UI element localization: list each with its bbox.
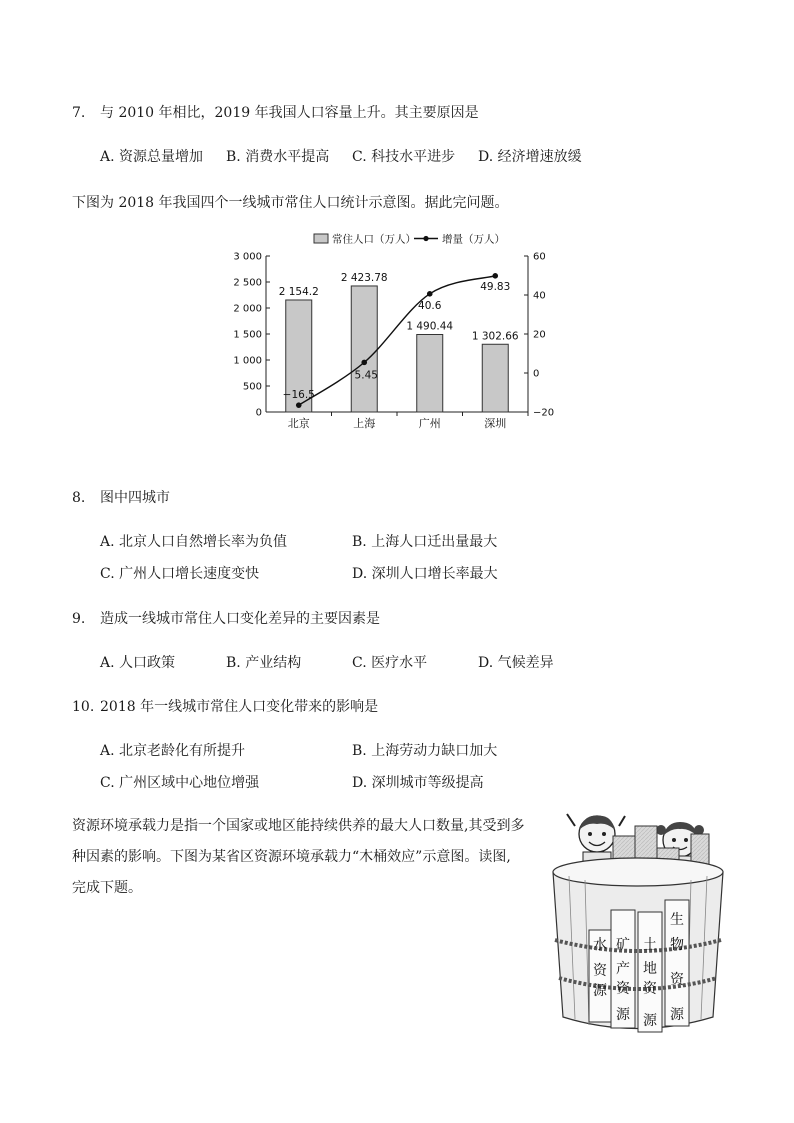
bucket-intro-line-1: 资源环境承载力是指一个国家或地区能持续供养的最大人口数量,其受到多 <box>72 818 525 834</box>
left-tick-label: 2 000 <box>233 303 262 315</box>
increment-point <box>296 402 302 408</box>
mineral-label-1: 矿 <box>616 937 630 953</box>
q9-option-b[interactable]: B. 产业结构 <box>226 655 302 671</box>
q7-option-c[interactable]: C. 科技水平进步 <box>352 149 456 165</box>
mineral-label-3: 资 <box>616 981 630 997</box>
right-tick-label: 60 <box>533 251 546 263</box>
q9-option-a[interactable]: A. 人口政策 <box>100 655 176 671</box>
right-tick-label: −20 <box>533 407 555 419</box>
q8-number: 8. <box>72 490 86 506</box>
water-label-3: 源 <box>593 983 607 999</box>
q10-stem <box>72 696 378 716</box>
increment-point <box>492 273 498 279</box>
left-tick-label: 0 <box>255 407 262 419</box>
right-tick-label: 0 <box>533 368 540 380</box>
q9-stem <box>72 608 380 628</box>
q10-option-d[interactable]: D. 深圳城市等级提高 <box>352 775 484 791</box>
q8-stem <box>72 487 170 507</box>
q10-option-c[interactable]: C. 广州区域中心地位增强 <box>100 775 260 791</box>
q7-option-b[interactable]: B. 消费水平提高 <box>226 149 330 165</box>
q10-stem-text: 2018 年一线城市常住人口变化带来的影响是 <box>100 699 379 715</box>
wooden-bucket-illustration <box>545 812 730 1042</box>
bucket-intro-line-2: 种因素的影响。下图为某省区资源环境承载力“木桶效应”示意图。读图, <box>72 849 511 865</box>
q8-stem-text: 图中四城市 <box>100 490 170 506</box>
right-tick-label: 20 <box>533 329 546 341</box>
category-label: 上海 <box>353 417 376 430</box>
land-label-3: 资 <box>643 981 657 997</box>
increment-point <box>427 291 433 297</box>
bar-上海 <box>351 286 377 412</box>
population-chart <box>228 228 558 434</box>
bio-label-4: 源 <box>670 1007 684 1023</box>
legend-line-label: 增量（万人） <box>442 233 505 246</box>
category-label: 广州 <box>418 417 441 430</box>
increment-line <box>299 276 496 405</box>
q8-option-b[interactable]: B. 上海人口迁出量最大 <box>352 534 498 550</box>
q10-option-a[interactable]: A. 北京老龄化有所提升 <box>100 743 246 759</box>
increment-value-label: 40.6 <box>418 299 442 312</box>
legend-line-marker <box>423 236 428 241</box>
bucket-intro-line-3: 完成下题。 <box>72 880 142 896</box>
increment-point <box>361 360 367 366</box>
left-tick-label: 1 000 <box>233 355 262 367</box>
q9-option-d[interactable]: D. 气候差异 <box>478 655 554 671</box>
left-tick-label: 3 000 <box>233 251 262 263</box>
increment-value-label: 49.83 <box>480 280 511 293</box>
bar-value-label: 2 154.2 <box>278 285 319 298</box>
q9-number: 9. <box>72 611 86 627</box>
q8-option-d[interactable]: D. 深圳人口增长率最大 <box>352 566 498 582</box>
mineral-label-2: 产 <box>616 961 630 977</box>
category-label: 深圳 <box>484 417 507 430</box>
water-label-1: 水 <box>593 937 607 953</box>
q7-option-d[interactable]: D. 经济增速放缓 <box>478 149 582 165</box>
increment-value-label: −16.5 <box>282 389 315 402</box>
bio-label-1: 生 <box>670 912 684 928</box>
q8-option-c[interactable]: C. 广州人口增长速度变快 <box>100 566 260 582</box>
bar-广州 <box>417 334 443 412</box>
increment-value-label: 5.45 <box>354 369 378 382</box>
land-label-4: 源 <box>643 1013 657 1029</box>
q10-number: 10. <box>72 699 95 715</box>
q9-option-c[interactable]: C. 医疗水平 <box>352 655 428 671</box>
water-label-2: 资 <box>593 963 607 979</box>
legend-bar-label: 常住人口（万人） <box>332 233 416 246</box>
right-tick-label: 40 <box>533 290 546 302</box>
q7-option-a[interactable]: A. 资源总量增加 <box>100 149 204 165</box>
bar-value-label: 1 302.66 <box>471 330 519 343</box>
q9-stem-text: 造成一线城市常住人口变化差异的主要因素是 <box>100 611 380 627</box>
q7-number: 7. <box>72 105 86 121</box>
left-tick-label: 500 <box>242 381 262 393</box>
bar-value-label: 2 423.78 <box>340 271 388 284</box>
q10-option-b[interactable]: B. 上海劳动力缺口加大 <box>352 743 498 759</box>
mineral-label-4: 源 <box>616 1007 630 1023</box>
chart-intro: 下图为 2018 年我国四个一线城市常住人口统计示意图。据此完问题。 <box>72 195 509 211</box>
bar-value-label: 1 490.44 <box>406 320 454 333</box>
bar-深圳 <box>482 344 508 412</box>
land-label-1: 土 <box>643 937 657 953</box>
q8-option-a[interactable]: A. 北京人口自然增长率为负值 <box>100 534 288 550</box>
left-tick-label: 1 500 <box>233 329 262 341</box>
q7-stem <box>72 102 479 122</box>
q7-stem-text: 与 2010 年相比，2019 年我国人口容量上升。其主要原因是 <box>100 105 479 121</box>
bio-label-3: 资 <box>670 972 684 988</box>
bio-label-2: 物 <box>670 937 684 953</box>
legend-bar-swatch <box>314 234 328 243</box>
left-tick-label: 2 500 <box>233 277 262 289</box>
category-label: 北京 <box>287 417 310 430</box>
land-label-2: 地 <box>643 961 657 977</box>
